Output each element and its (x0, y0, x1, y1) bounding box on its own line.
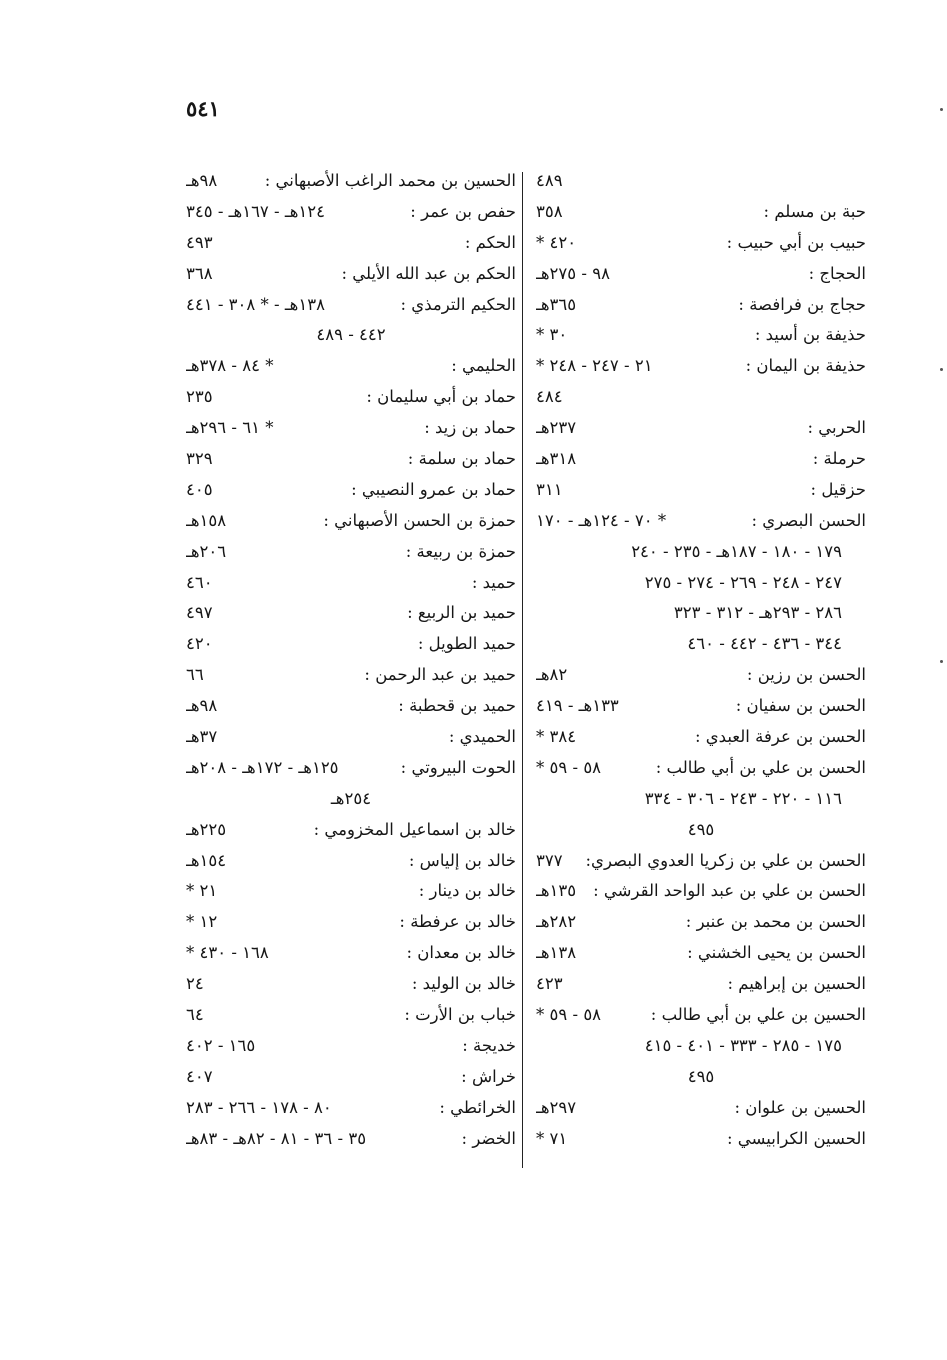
index-entry-name: الحسن بن علي بن أبي طالب : (655, 757, 866, 777)
index-entry-pages: ٢٢٥هـ (186, 819, 227, 839)
index-entry-name: الحسين الكرابيسي : (726, 1128, 866, 1148)
index-entry (186, 413, 516, 444)
index-entry-name: الحوت البيروتي : (400, 757, 516, 777)
index-entry (536, 660, 866, 691)
index-entry-pages: ٣٦٨ (186, 263, 213, 283)
index-entry-pages: * ١٢ (186, 912, 218, 932)
index-entry (536, 722, 866, 753)
index-entry (536, 1093, 866, 1124)
index-entry-continuation (536, 598, 866, 629)
index-entry (186, 1000, 516, 1031)
index-entry (186, 537, 516, 568)
index-entry-name: خراش : (461, 1066, 516, 1086)
index-entry (186, 753, 516, 784)
index-entry-name: خالد بن عرفطة : (399, 912, 516, 932)
index-entry-name: حميد بن الربيع : (407, 603, 516, 623)
index-entry (536, 1000, 866, 1031)
index-entry-pages: ١٦٥ - ٤٠٢ (186, 1035, 256, 1055)
index-entry-name: حرملة : (812, 449, 866, 469)
index-entry-pages: ٢٨٢هـ (536, 912, 577, 932)
index-entry-name: خالد بن معدان : (406, 943, 516, 963)
index-entry-pages: ٨٠ - ١٧٨ - ٢٦٦ - ٢٨٣ (186, 1097, 332, 1117)
index-entry-pages: ٤٦٠ (186, 572, 213, 592)
index-entry-pages: ٢٣٧هـ (536, 418, 577, 438)
index-entry-pages: ٤٢٣ (536, 974, 563, 994)
index-entry-name: حماد بن عمرو النصيبي : (351, 479, 516, 499)
index-entry-name: الحسن بن علي بن زكريا العدوي البصري: (585, 850, 866, 870)
index-entry-pages: ١١٦ - ٢٢٠ - ٢٤٣ - ٣٠٦ - ٣٣٤ (644, 788, 842, 808)
index-entry-name: خباب بن الأرت : (404, 1005, 516, 1025)
index-entry (186, 290, 516, 321)
index-entry (186, 351, 516, 382)
index-entry-name: حميد بن عبد الرحمن : (364, 665, 516, 685)
index-entry-pages: ٤٩٣ (186, 232, 213, 252)
index-column-right (536, 166, 866, 1155)
index-entry (536, 969, 866, 1000)
page-number: ٥٤١ (186, 96, 220, 121)
index-entry-pages: * ٥٨ - ٥٩ (536, 757, 602, 777)
index-entry (186, 166, 516, 197)
index-entry (186, 382, 516, 413)
index-entry (186, 907, 516, 938)
index-entry (186, 228, 516, 259)
index-entry (536, 228, 866, 259)
index-entry-pages: ٩٨هـ (186, 696, 218, 716)
index-entry-continuation (536, 382, 866, 413)
index-entry-name: الحكم بن عبد الله الأيلي : (341, 263, 516, 283)
index-entry-pages: ٤٤٢ - ٤٨٩ (316, 325, 386, 345)
index-entry (186, 197, 516, 228)
index-entry (536, 691, 866, 722)
index-entry-name: الحربي : (807, 418, 866, 438)
index-entry-continuation (536, 629, 866, 660)
index-entry (536, 753, 866, 784)
index-entry (186, 938, 516, 969)
index-entry (536, 846, 866, 877)
index-entry-continuation (536, 784, 866, 815)
index-entry (186, 1124, 516, 1155)
index-entry-pages: ١٢٥هـ - ١٧٢هـ - ٢٠٨هـ (186, 757, 339, 777)
index-entry-name: الحليمي : (451, 356, 516, 376)
index-entry-name: خالد بن اسماعيل المخزومي : (313, 819, 516, 839)
index-entry-name: الحسين بن إبراهيم : (727, 974, 866, 994)
index-entry-name: الخضر : (461, 1128, 516, 1148)
index-entry-pages: ٣٤٤ - ٤٣٦ - ٤٤٢ - ٤٦٠ (687, 634, 842, 654)
index-entry-name: الحسن بن عرفة العبدي : (694, 727, 866, 747)
scan-mark (940, 108, 943, 111)
index-entry (186, 660, 516, 691)
index-entry-name: خالد بن دينار : (418, 881, 516, 901)
index-entry-pages: * ٧١ (536, 1128, 568, 1148)
index-entry-name: الحسين بن علي بن أبي طالب : (650, 1005, 866, 1025)
index-entry-pages: ٨٢هـ (536, 665, 568, 685)
index-entry-pages: ٣١٨هـ (536, 449, 577, 469)
scan-mark (940, 368, 943, 371)
index-entry-name: حفص بن عمر : (410, 201, 516, 221)
index-entry-pages: ١٥٨هـ (186, 510, 227, 530)
index-entry-pages: ٢٣٥ (186, 387, 213, 407)
index-entry-pages: ٣٢٩ (186, 449, 213, 469)
index-entry (186, 815, 516, 846)
index-entry-pages: ١٣٣هـ - ٤١٩ (536, 696, 619, 716)
index-entry-pages: * ٣٨٤ (536, 727, 577, 747)
index-entry (536, 876, 866, 907)
index-entry-pages: ١٧٩ - ١٨٠ - ١٨٧هـ - ٢٣٥ - ٢٤٠ (631, 541, 842, 561)
index-entry-continuation (186, 784, 516, 815)
index-entry-pages: ١٥٤هـ (186, 850, 227, 870)
index-entry-name: خديجة : (462, 1035, 516, 1055)
index-entry-pages: ٤٠٥ (186, 479, 213, 499)
index-entry-pages: ٦٦ (186, 665, 204, 685)
index-entry-pages: * ٣٠ (536, 325, 568, 345)
index-entry (536, 290, 866, 321)
index-entry-pages: ٤٩٥ (687, 819, 715, 839)
index-entry-pages: * ٥٨ - ٥٩ (536, 1005, 602, 1025)
index-entry-name: الخرائطي : (439, 1097, 516, 1117)
index-entry (186, 1093, 516, 1124)
index-entry-pages: * ٢١ (186, 881, 218, 901)
index-entry-pages: ٣٥ - ٣٦ - ٨١ - ٨٢هـ - ٨٣هـ (186, 1128, 367, 1148)
index-entry-name: خالد بن الوليد : (411, 974, 516, 994)
index-entry-name: حماد بن أبي سليمان : (366, 387, 516, 407)
index-entry (186, 691, 516, 722)
index-entry (536, 444, 866, 475)
index-entry-pages: ٢٥٤هـ (330, 788, 372, 808)
index-entry-pages: ٤٠٧ (186, 1066, 213, 1086)
index-entry (536, 351, 866, 382)
index-entry-pages: ٣٥٨ (536, 201, 563, 221)
index-entry-pages: ٤٢٠ (186, 634, 213, 654)
index-entry (536, 475, 866, 506)
index-entry (186, 846, 516, 877)
index-entry-name: الحسن بن علي بن عبد الواحد القرشي : (593, 881, 866, 901)
index-entry-name: حذيفة بن اليمان : (745, 356, 866, 376)
scan-mark (940, 660, 943, 663)
index-entry (536, 259, 866, 290)
index-entry-name: الحسن البصري : (751, 510, 866, 530)
index-entry-pages: * ٧٠ - ١٢٤هـ - ١٧٠ (536, 510, 667, 530)
index-entry-pages: ٢٩٧هـ (536, 1097, 577, 1117)
index-entry-name: حميد بن قحطبة : (398, 696, 516, 716)
index-entry-pages: ٤٩٧ (186, 603, 213, 623)
index-entry-name: الحسن بن سفيان : (735, 696, 866, 716)
column-divider (522, 172, 523, 1168)
index-entry-pages: * ٤٢٠ (536, 232, 577, 252)
index-entry-pages: ٢٨٦ - ٢٩٣هـ - ٣١٢ - ٣٢٣ (673, 603, 842, 623)
index-entry-pages: ٣٦٥هـ (536, 294, 577, 314)
index-entry-pages: ١٢٤هـ - ١٦٧هـ - ٣٤٥ (186, 201, 325, 221)
index-entry-pages: * ٦١ - ٢٩٦هـ (186, 418, 274, 438)
index-entry (536, 197, 866, 228)
index-entry-name: خالد بن إلياس : (408, 850, 516, 870)
index-entry (186, 598, 516, 629)
index-entry (536, 413, 866, 444)
index-entry (186, 722, 516, 753)
index-entry-pages: ٣٧هـ (186, 727, 218, 747)
index-entry (186, 1062, 516, 1093)
index-entry-name: حميد : (471, 572, 516, 592)
index-entry-pages: ٣١١ (536, 479, 563, 499)
index-entry-pages: ١٧٥ - ٢٨٥ - ٣٣٣ - ٤٠١ - ٤١٥ (644, 1035, 842, 1055)
index-entry-continuation (536, 1031, 866, 1062)
index-entry-name: الحكيم الترمذي : (400, 294, 516, 314)
index-entry-pages: ٩٨ - ٢٧٥هـ (536, 263, 610, 283)
index-entry (186, 1031, 516, 1062)
index-entry-pages: ٦٤ (186, 1005, 204, 1025)
index-entry-name: الحكم : (464, 232, 516, 252)
index-entry-continuation (536, 815, 866, 846)
index-entry-continuation (536, 568, 866, 599)
index-entry-pages: ٣٧٧ (536, 850, 563, 870)
index-entry-name: حجاج بن فرافصة : (738, 294, 866, 314)
index-entry-name: الحميدي : (448, 727, 516, 747)
index-entry (186, 475, 516, 506)
index-entry (536, 907, 866, 938)
index-entry-name: الحسن بن محمد بن عنبر : (685, 912, 866, 932)
index-entry-pages: ١٣٨هـ (536, 943, 577, 963)
index-entry-name: حبة بن مسلم : (763, 201, 866, 221)
index-entry-pages: ١٣٨هـ - * ٣٠٨ - ٤٤١ (186, 294, 325, 314)
index-entry (186, 629, 516, 660)
index-entry-name: الحسن بن رزين : (746, 665, 866, 685)
index-entry-name: حميد الطويل : (417, 634, 516, 654)
index-entry (186, 876, 516, 907)
index-entry-name: حماد بن سلمة : (407, 449, 516, 469)
index-entry (536, 506, 866, 537)
index-entry-name: الحسن بن يحيى الخشني : (687, 943, 866, 963)
index-entry-pages: * ٢١ - ٢٤٧ - ٢٤٨ (536, 356, 653, 376)
index-entry-pages: ٤٩٥ (687, 1066, 715, 1086)
index-entry-pages: ٢٤ (186, 974, 204, 994)
index-entry-pages: ٤٨٩ (536, 171, 563, 190)
index-entry-name: حمزة بن ربيعة : (405, 541, 516, 561)
index-entry-pages: * ٨٤ - ٣٧٨هـ (186, 356, 274, 376)
index-entry-name: حبيب بن أبي حبيب : (726, 232, 866, 252)
index-entry-name: حماد بن زيد : (424, 418, 516, 438)
index-entry (186, 259, 516, 290)
index-entry-pages: ١٣٥هـ (536, 881, 577, 901)
index-entry-name: الحسين بن علوان : (734, 1097, 866, 1117)
index-entry (186, 444, 516, 475)
index-entry-continuation (536, 537, 866, 568)
index-entry (186, 568, 516, 599)
index-entry (536, 938, 866, 969)
index-entry-pages: * ١٦٨ - ٤٣٠ (186, 943, 269, 963)
index-entry-name: حزقيل : (810, 479, 866, 499)
index-entry-pages: ٢٠٦هـ (186, 541, 227, 561)
index-entry (536, 1124, 866, 1155)
index-column-left (186, 166, 516, 1155)
index-entry-name: الحسين بن محمد الراغب الأصبهاني : (264, 171, 516, 190)
index-entry-continuation (536, 166, 866, 197)
index-entry-pages: ٩٨هـ (186, 171, 218, 190)
index-entry (536, 320, 866, 351)
index-entry-pages: ٤٨٤ (536, 387, 563, 407)
index-entry-name: حذيفة بن أسيد : (754, 325, 866, 345)
index-entry-name: حمزة بن الحسن الأصبهاني : (323, 510, 516, 530)
index-entry (186, 969, 516, 1000)
index-entry-name: الحجاج : (808, 263, 866, 283)
index-entry-continuation (186, 320, 516, 351)
index-entry-continuation (536, 1062, 866, 1093)
index-entry-pages: ٢٤٧ - ٢٤٨ - ٢٦٩ - ٢٧٤ - ٢٧٥ (644, 572, 842, 592)
index-entry (186, 506, 516, 537)
